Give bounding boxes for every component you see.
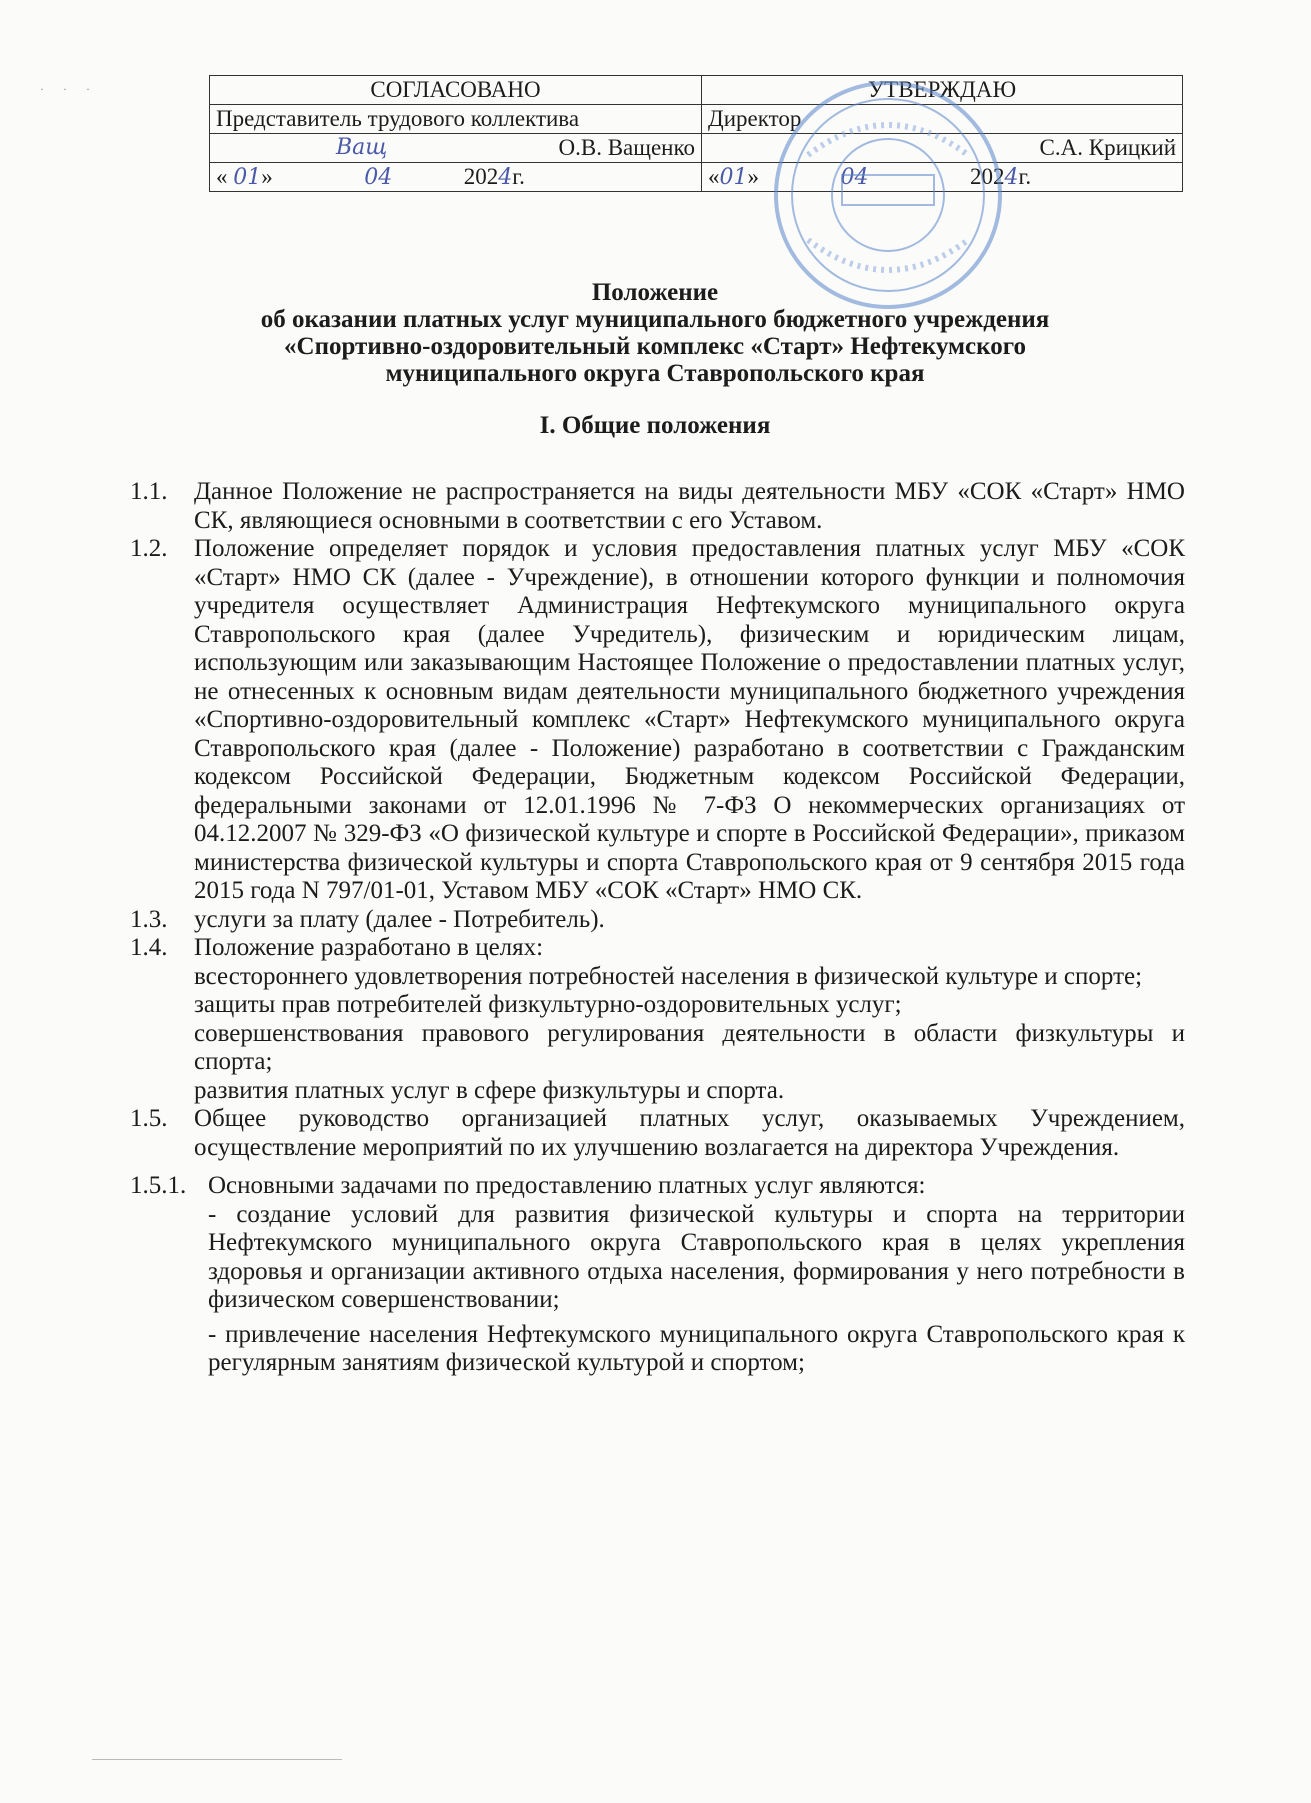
section-heading: I. Общие положения — [539, 412, 771, 439]
right-year-prefix: 202 — [970, 163, 1005, 189]
item-number: 1.2. — [130, 535, 168, 562]
approval-right-name: С.А. Крицкий — [1039, 135, 1176, 160]
approval-left-role: Представитель трудового коллектива — [210, 105, 702, 134]
title-line-2: об оказании платных услуг муниципального бюджетного учреждения — [260, 306, 1050, 333]
title-line-4: муниципального округа Ставропольского края — [385, 360, 925, 387]
goal-item: всестороннего удовлетворения потребностей населения в физической культуре и спорте; — [194, 962, 1143, 990]
list-item — [130, 1172, 1185, 1201]
bottom-divider — [92, 1759, 342, 1760]
left-year-suffix: 4 — [498, 164, 513, 190]
left-year-end: г. — [512, 163, 525, 189]
right-month: 04 — [840, 164, 869, 190]
document-title — [150, 279, 1160, 387]
task-item: - создание условий для развития физической культуры и спорта на территории Нефтекумского муниципального округа Ставропольского края в целях укрепления здоровья и организации активного отдыха населения, формирования у него потребности в физическом совершенствовании; — [208, 1200, 1185, 1313]
approval-right-header: УТВЕРЖДАЮ — [702, 76, 1183, 105]
right-year-suffix: 4 — [1004, 164, 1019, 190]
list-item — [130, 1105, 1185, 1162]
item-text: услуги за плату (далее - Потребитель). — [194, 905, 605, 933]
item-text: Положение определяет порядок и условия предоставления платных услуг МБУ «СОК «Старт» НМО СК (далее - Учреждение), в отношении которого функции и полномочия учредителя осуществляет Администрация Нефтекумского муниципального округа Ставропольского края (далее Учредитель), физическим и юридическим лицам, использующим или заказывающим Настоящее Положение о предоставлении платных услуг, не отнесенных к основным видам деятельности муниципального бюджетного учреждения «Спортивно-оздоровительный комплекс «Старт» Нефтекумского муниципального округа Ставропольского края (далее - Положение) разработано в соответствии с Гражданским кодексом Российской Федерации, Бюджетным кодексом Российской Федерации, федеральными законами от 12.01.1996 № 7-ФЗ О некоммерческих организациях от 04.12.2007 № 329-ФЗ «О физической культуре и спорте в Российской Федерации», приказом министерства физической культуры и спорта Ставропольского края от 9 сентября 2015 года 2015 года N 797/01-01, Уставом МБУ «СОК «Старт» НМО СК. — [194, 535, 1185, 904]
item-text: Положение разработано в целях: — [194, 934, 544, 961]
right-year-end: г. — [1018, 163, 1032, 189]
item-number: 1.3. — [130, 905, 168, 933]
approval-left-name-cell — [210, 134, 702, 163]
date-quote-close: » — [261, 163, 273, 189]
item-text: Общее руководство организацией платных услуг, оказываемых Учреждением, осуществление мероприятий по их улучшению возлагается на директора Учреждения. — [194, 1105, 1185, 1161]
goal-item: развития платных услуг в сфере физкультуры и спорта. — [194, 1076, 785, 1104]
left-signature: Ващ — [336, 135, 388, 160]
scan-artifact: · · · — [40, 82, 98, 96]
list-item — [130, 535, 1185, 906]
approval-left-name: О.В. Ващенко — [558, 135, 695, 160]
item-number: 1.5. — [130, 1105, 168, 1132]
left-year-prefix: 202 — [463, 163, 499, 189]
item-number: 1.5.1. — [130, 1172, 187, 1199]
left-month: 04 — [364, 164, 393, 190]
date-quote-open: « — [216, 163, 228, 189]
date-quote-open: « — [708, 163, 720, 189]
task-item: - привлечение населения Нефтекумского муниципального округа Ставропольского края к регулярным занятиям физической культурой и спортом; — [208, 1320, 1185, 1376]
title-line-3: «Спортивно-оздоровительный комплекс «Старт» Нефтекумского — [284, 333, 1026, 360]
approval-table — [209, 75, 1183, 192]
approval-left-date — [210, 163, 702, 192]
left-day: 01 — [233, 164, 262, 190]
item-text: Основными задачами по предоставлению платных услуг являются: — [208, 1172, 926, 1199]
approval-right-role: Директор — [702, 105, 1183, 134]
item-number: 1.1. — [130, 478, 168, 505]
document-body — [130, 478, 1185, 1378]
goal-item: совершенствования правового регулирования деятельности в области физкультуры и спорта; — [194, 1019, 1185, 1075]
title-line-1: Положение — [591, 279, 719, 306]
date-quote-close: » — [747, 163, 759, 189]
list-item — [130, 934, 1185, 963]
list-item — [130, 906, 1185, 935]
right-day: 01 — [719, 164, 748, 190]
item-text: Данное Положение не распространяется на виды деятельности МБУ «СОК «Старт» НМО СК, являющиеся основными в соответствии с его Уставом. — [194, 478, 1185, 534]
list-item — [130, 478, 1185, 535]
item-number: 1.4. — [130, 934, 168, 961]
approval-left-header: СОГЛАСОВАНО — [210, 76, 702, 105]
goal-item: защиты прав потребителей физкультурно-оздоровительных услуг; — [194, 991, 902, 1018]
